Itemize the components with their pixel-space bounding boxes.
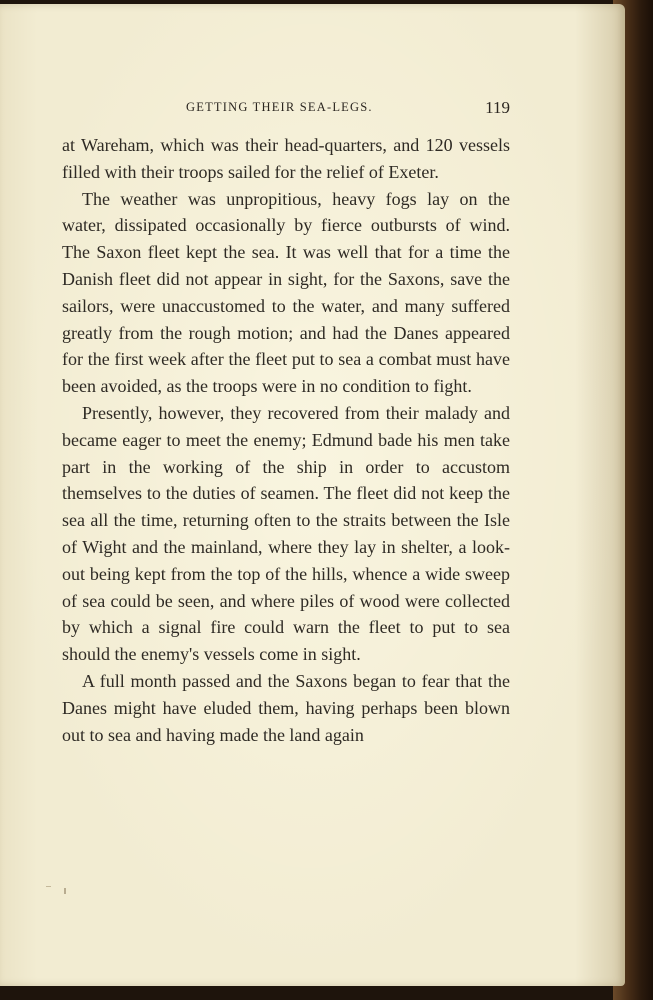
paragraph: Presently, however, they recovered from their malady and became eager to meet the enemy; Edmund bade his men take part in the working of the ship in order to accustom themselves to the duties of seamen. The fleet did not keep the sea all the time, returning often to the straits between the Isle of Wight and the mainland, where they lay in shelter, a look-out being kept from the top of the hills, whence a wide sweep of sea could be seen, and where piles of wood were collected by which a signal fire could warn the fleet to put to sea should the enemy's vessels come in sight.: [62, 402, 510, 665]
running-title: GETTING THEIR SEA-LEGS.: [186, 100, 373, 114]
paragraph: The weather was unpropitious, heavy fogs lay on the water, dissipated occasionally by fierce outbursts of wind. The Saxon fleet kept the sea. It was well that for a time the Danish fleet did not appear in sight, for the Saxons, save the sailors, were unaccustomed to the water, and many suffered greatly from the rough motion; and had the Danes appeared for the first week after the fleet put to sea a combat must have been avoided, as the troops were in no condition to fight.: [62, 188, 510, 397]
page-blemish: [64, 888, 66, 894]
paragraph: at Wareham, which was their head-quarters, and 120 vessels filled with their troops sailed for the relief of Exeter.: [62, 135, 510, 182]
body-text: [62, 132, 510, 748]
running-head: [62, 100, 510, 122]
book-page: [0, 4, 625, 986]
page-blemish: [46, 886, 51, 887]
page-number: 119: [485, 98, 510, 117]
paragraph: A full month passed and the Saxons began to fear that the Danes might have eluded them, having perhaps been blown out to sea and having made the land again: [62, 670, 510, 745]
